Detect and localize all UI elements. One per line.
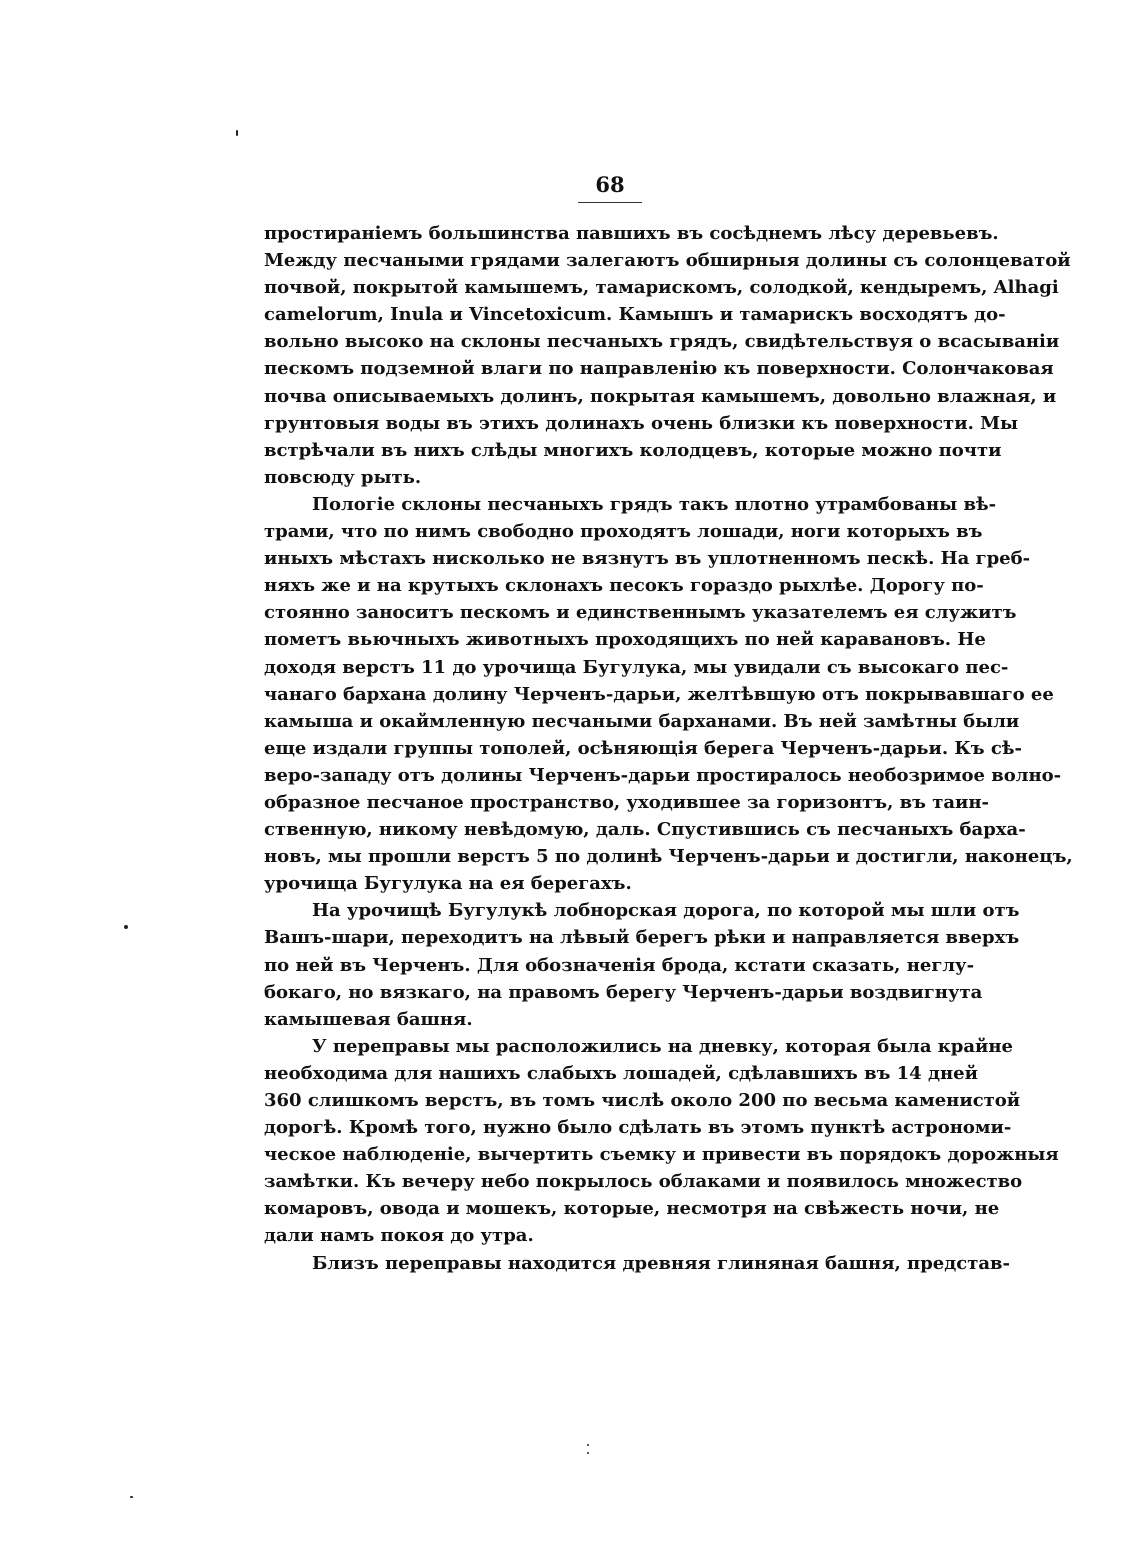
text-line: замѣтки. Къ вечеру небо покрылось облаками и появилось множество [264,1171,1023,1193]
scan-speck [587,1444,589,1446]
text-line: дорогѣ. Кромѣ того, нужно было сдѣлать въ этомъ пунктѣ астрономи- [264,1117,1012,1139]
text-line: новъ, мы прошли верстъ 5 по долинѣ Черченъ-дарьи и достигли, наконецъ, [264,846,1073,868]
text-line: иныхъ мѣстахъ нисколько не вязнутъ въ уплотненномъ пескѣ. На греб- [264,548,1031,570]
text-line: вольно высоко на склоны песчаныхъ грядъ, свидѣтельствуя о всасываніи [264,331,1060,353]
text-line: образное песчаное пространство, уходившее за горизонтъ, въ таин- [264,791,990,813]
paragraph-start-line: У переправы мы расположились на дневку, которая была крайне [312,1035,1013,1057]
text-line: няхъ же и на крутыхъ склонахъ песокъ гораздо рыхлѣе. Дорогу по- [264,575,984,597]
text-line: камышевая башня. [264,1008,473,1030]
text-line: грунтовыя воды въ этихъ долинахъ очень близки къ поверхности. Мы [264,412,1019,434]
text-line: еще издали группы тополей, осѣняющія берега Черченъ-дарьи. Къ сѣ- [264,737,1022,759]
paragraph-start-line: На урочищѣ Бугулукѣ лобнорская дорога, по которой мы шли отъ [312,900,1020,922]
text-line: пометъ вьючныхъ животныхъ проходящихъ по ней каравановъ. Не [264,629,986,651]
text-line: веро-западу отъ долины Черченъ-дарьи простиралось необозримое волно- [264,764,1062,786]
scan-speck [587,1452,589,1454]
page-number: 68 [578,168,642,203]
text-line: повсюду рыть. [264,466,422,488]
text-line: 360 слишкомъ верстъ, въ томъ числѣ около 200 по весьма каменистой [264,1090,1021,1111]
text-line: трами, что по нимъ свободно проходятъ лошади, ноги которыхъ въ [264,521,983,543]
text-line: Между песчаными грядами залегаютъ обширныя долины съ солонцеватой [264,250,1071,272]
text-line: дали намъ покоя до утра. [264,1225,534,1247]
text-line: по ней въ Черченъ. Для обозначенія брода, кстати сказать, неглу- [264,954,975,976]
text-line: доходя верстъ 11 до урочища Бугулука, мы увидали съ высокаго пес- [264,656,1009,678]
text-line: урочища Бугулука на ея берегахъ. [264,873,632,895]
text-line: пескомъ подземной влаги по направленію къ поверхности. Солончаковая [264,358,1054,380]
text-line: ческое наблюденіе, вычертить съемку и привести въ порядокъ дорожныя [264,1144,1059,1166]
text-line: ственную, никому невѣдомую, даль. Спустившись съ песчаныхъ барха- [264,819,1026,841]
body-text [264,220,1073,1277]
text-line: Вашъ-шари, переходитъ на лѣвый берегъ рѣки и направляется вверхъ [264,927,1020,949]
text-line: необходима для нашихъ слабыхъ лошадей, сдѣлавшихъ въ 14 дней [264,1062,978,1084]
text-line: бокаго, но вязкаго, на правомъ берегу Черченъ-дарьи воздвигнута [264,981,983,1003]
paragraph-start-line: Близъ переправы находится древняя глиняная башня, представ- [312,1252,1011,1274]
text-line: чанаго бархана долину Черченъ-дарьи, желтѣвшую отъ покрывавшаго ее [264,683,1054,705]
paragraph-start-line: Пологіе склоны песчаныхъ грядъ такъ плотно утрамбованы вѣ- [312,493,997,515]
scan-speck [130,1496,133,1498]
text-line: стоянно заноситъ пескомъ и единственнымъ указателемъ ея служитъ [264,602,1017,624]
text-line: camelorum, Inula и Vincetoxicum. Камышъ и тамарискъ восходятъ до- [264,304,1006,326]
text-line: простираніемъ большинства павшихъ въ сосѣднемъ лѣсу деревьевъ. [264,223,999,244]
text-line: комаровъ, овода и мошекъ, которые, несмотря на свѣжесть ночи, не [264,1198,1000,1220]
text-line: встрѣчали въ нихъ слѣды многихъ колодцевъ, которые можно почти [264,439,1002,461]
text-line: почвой, покрытой камышемъ, тамарискомъ, солодкой, кендыремъ, Alhagi [264,277,1059,299]
scan-speck [124,925,128,929]
text-line: почва описываемыхъ долинъ, покрытая камышемъ, довольно влажная, и [264,385,1057,407]
scan-speck [236,130,238,136]
text-line: камыша и окаймленную песчаными барханами. Въ ней замѣтны были [264,710,1020,732]
